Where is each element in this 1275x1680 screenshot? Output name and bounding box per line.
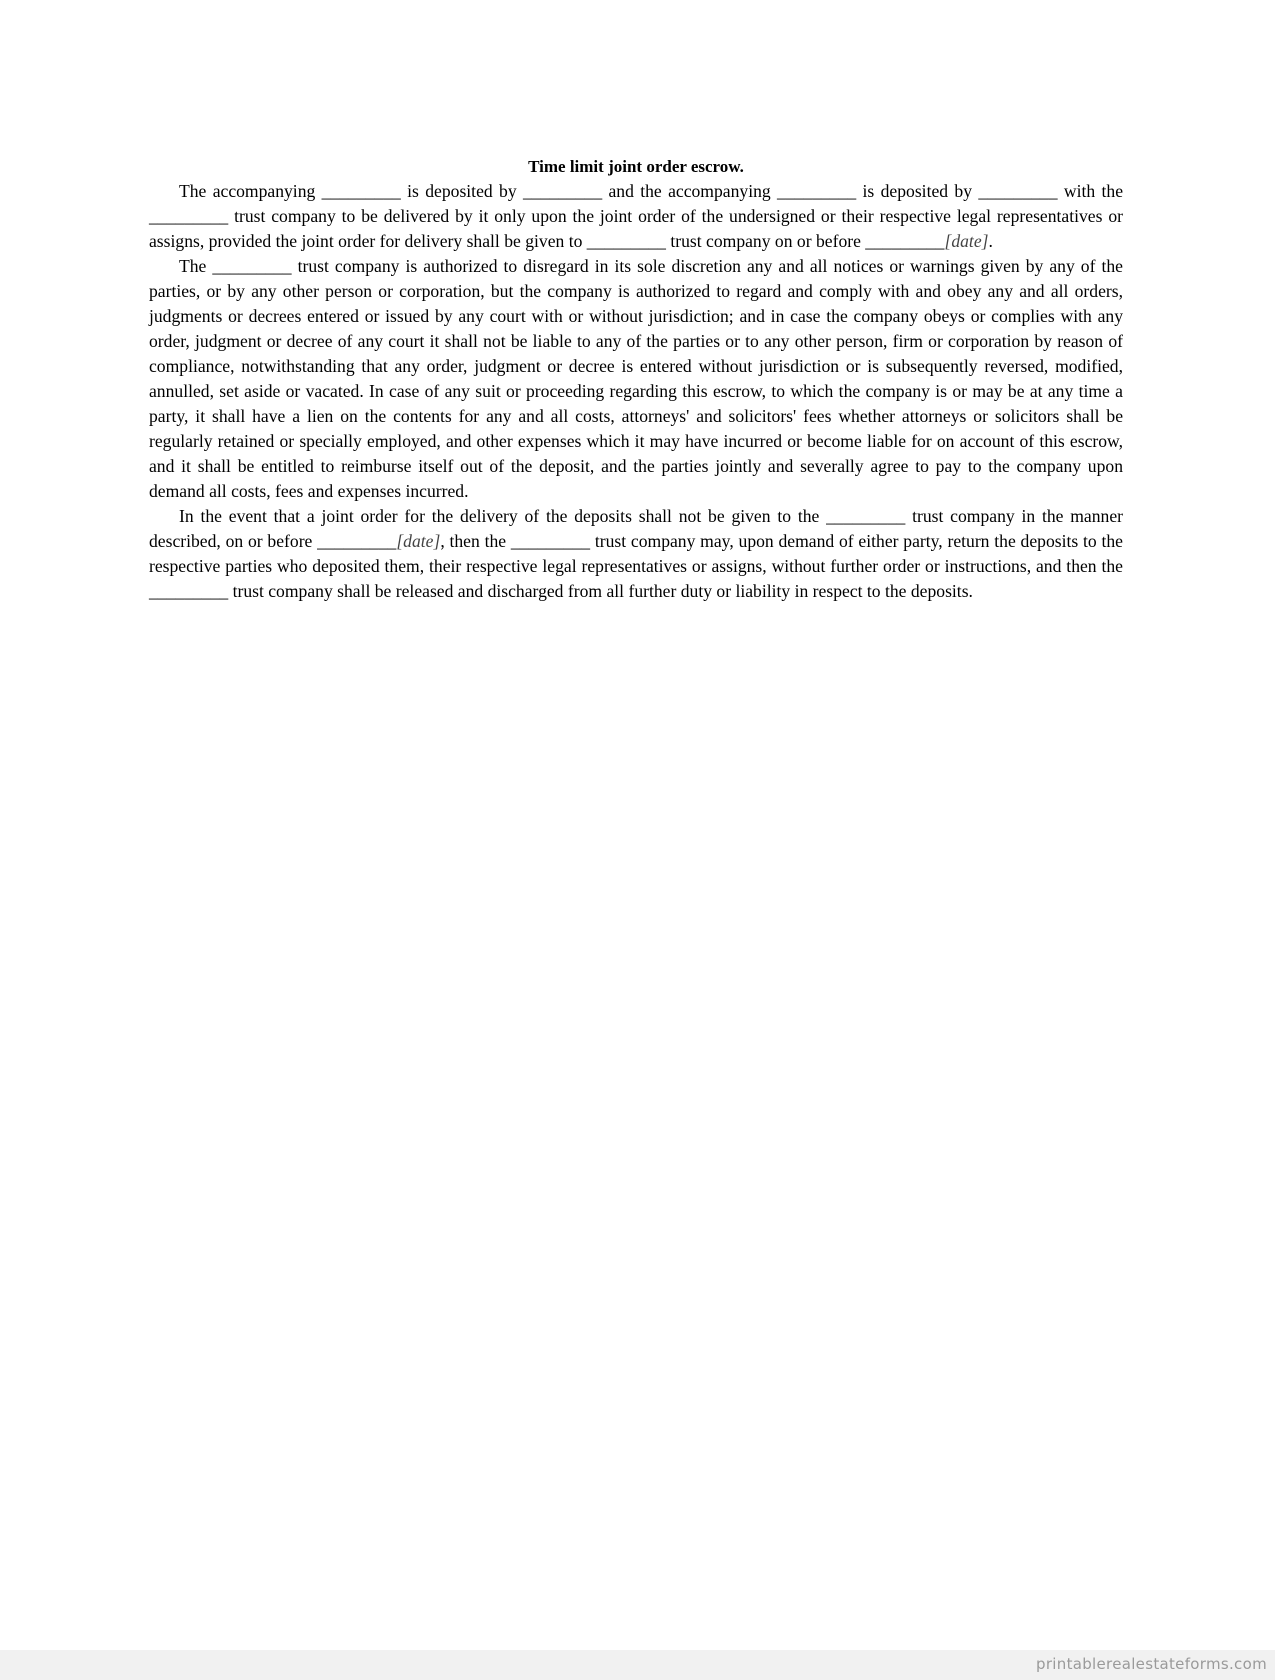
paragraph-1-end: . (988, 231, 993, 251)
date-placeholder-1: [date] (944, 231, 989, 251)
paragraph-1 (149, 179, 1123, 254)
document-body (149, 154, 1123, 604)
footer-watermark: printablerealestateforms.com (1036, 1655, 1267, 1673)
paragraph-3-end: , then the _________ trust company may, upon demand of either party, return the deposits to the respective parties who deposited them, their respective legal representatives or assigns, without further order or instructions, and then the _________ trust company shall be released and discharged from all further duty or liability in respect to the deposits. (149, 531, 1123, 601)
date-placeholder-2: [date] (396, 531, 441, 551)
paragraph-2: The _________ trust company is authorized to disregard in its sole discretion any and all notices or warnings given by any of the parties, or by any other person or corporation, but the company is authorized to regard and comply with and obey any and all orders, judgments or decrees entered or issued by any court with or without jurisdiction; and in case the company obeys or complies with any order, judgment or decree of any court it shall not be liable to any of the parties or to any other person, firm or corporation by reason of compliance, notwithstanding that any order, judgment or decree is entered without jurisdiction or is subsequently reversed, modified, annulled, set aside or vacated. In case of any suit or proceeding regarding this escrow, to which the company is or may be at any time a party, it shall have a lien on the contents for any and all costs, attorneys' and solicitors' fees whether attorneys or solicitors shall be regularly retained or specially employed, and other expenses which it may have incurred or become liable for on account of this escrow, and it shall be entitled to reimburse itself out of the deposit, and the parties jointly and severally agree to pay to the company upon demand all costs, fees and expenses incurred. (149, 256, 1123, 501)
paragraph-3-text: In the event that a joint order for the delivery of the deposits shall not be given to the _________ trust company in the manner described, on or before _________ (149, 506, 1123, 551)
footer-bar (0, 1650, 1275, 1680)
paragraph-1-text: The accompanying _________ is deposited by _________ and the accompanying _________ is deposited by _________ with the _________ trust company to be delivered by it only upon the joint order of the undersigned or their respective legal representatives or assigns, provided the joint order for delivery shall be given to _________ trust company on or before _________ (149, 181, 1123, 251)
paragraph-3 (149, 504, 1123, 604)
document-title: Time limit joint order escrow. (528, 157, 744, 176)
